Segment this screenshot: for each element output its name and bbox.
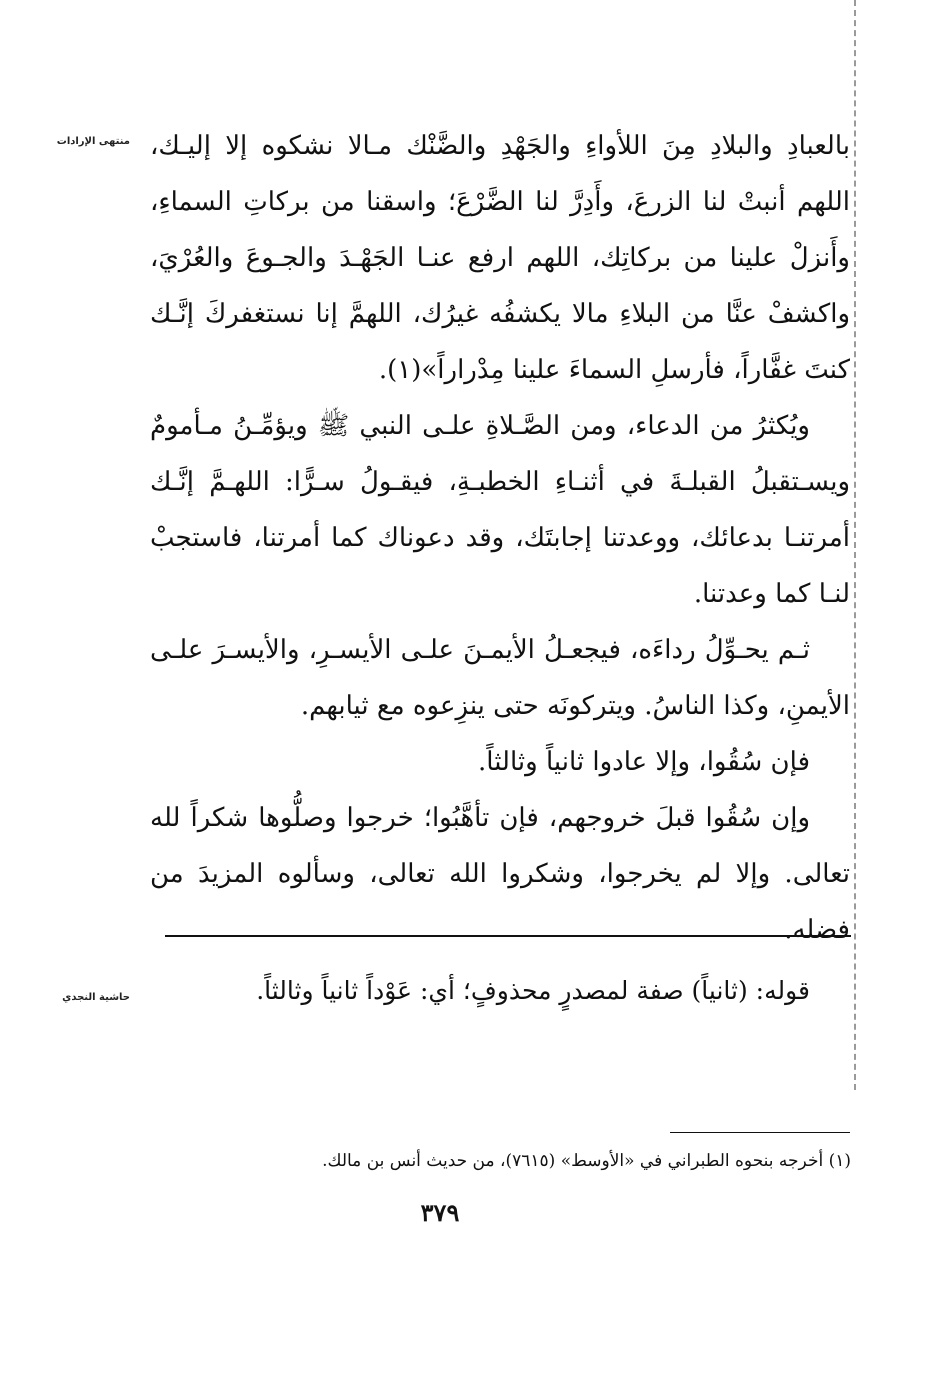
main-paragraph-3: ثـم يحـوِّلُ رداءَه، فيجعـلُ الأيمـنَ علـى الأيسـرِ، والأيسـرَ علـى الأيمنِ، وكذا الناسُ. ويتركونَه حتى ينزِعوه مع ثيابهم. (150, 635, 850, 721)
commentary-text: قوله: (ثانياً) صفة لمصدرٍ محذوفٍ؛ أي: عَوْداً ثانياً وثالثاً. (256, 976, 810, 1005)
page-dashed-border (854, 0, 856, 1090)
page-number: ٣٧٩ (420, 1198, 460, 1227)
main-paragraph-4: فإن سُقُوا، وإلا عادوا ثانياً وثالثاً. (478, 747, 810, 777)
footnote-text: (١) أخرجه بنحوه الطبراني في «الأوسط» (٧٦١٥)، من حديث أنس بن مالك. (322, 1151, 851, 1171)
footnote-divider (670, 1132, 850, 1133)
margin-label-commentary: حاشية النجدي (62, 992, 130, 1003)
main-paragraph-1: بالعبادِ والبلادِ مِنَ اللأواءِ والجَهْدِ والضَّنْك مـالا نشكوه إلا إليـك، اللهم أنبتْ لنا الزرعَ، وأَدِرَّ لنا الضَّرْعَ؛ واسقنا من بركاتِ السماءِ، وأَنزلْ علينا من بركاتِك، اللهم ارفع عنـا الجَهْـدَ والجـوعَ والعُرْيَ، واكشفْ عنَّا من البلاءِ مالا يكشفُه غيرُك، اللهمَّ إنا نستغفركَ إنَّـك كنتَ غفَّاراً، فأرسلِ السماءَ علينا مِدْراراً»(١). (150, 131, 850, 385)
main-paragraph-2: ويُكثرُ من الدعاء، ومن الصَّـلاةِ علـى النبي ﷺ ويؤمِّـنُ مـأمومٌ ويسـتقبلُ القبلـةَ في أثنـاءِ الخطبـةِ، فيقـولُ سـرًّا: اللهـمَّ إنَّـك أمرتنـا بدعائك، ووعدتنا إجابتَك، وقد دعوناك كما أمرتنا، فاستجبْ لنـا كما وعدتنا. (150, 411, 850, 609)
margin-label-source: منتهى الإرادات (56, 136, 130, 147)
section-divider (165, 935, 851, 937)
main-paragraph-5: وإن سُقُوا قبلَ خروجهم، فإن تأهَّبُوا؛ خرجوا وصلُّوها شكراً لله تعالى. وإلا لم يخرجوا، وشكروا الله تعالى، وسألوه المزيدَ من فضله. (150, 803, 850, 945)
main-text-body (150, 118, 850, 958)
